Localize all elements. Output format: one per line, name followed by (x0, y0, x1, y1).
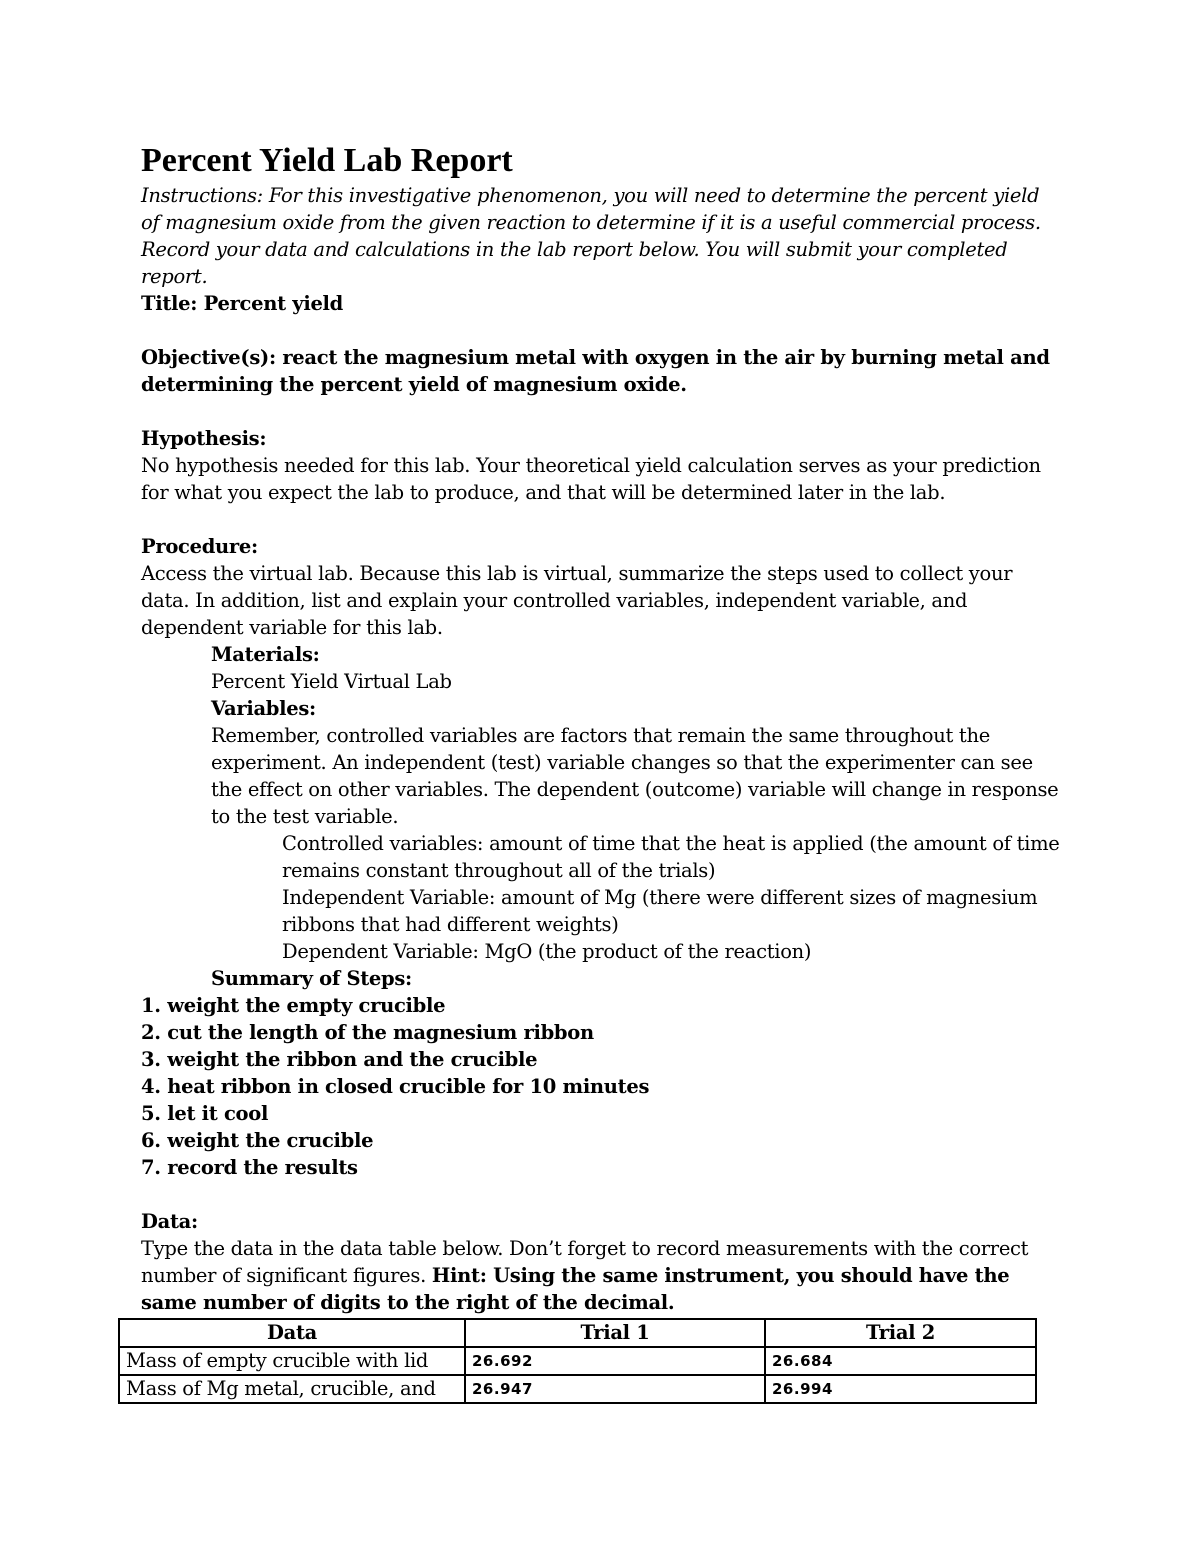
report-page (141, 140, 1061, 1316)
controlled-variables: Controlled variables: amount of time that the heat is applied (the amount of time remains constant throughout all of the trials) (282, 832, 1060, 882)
data-hint: Hint: Using the same instrument, you should have the same number of digits to the right of the decimal. (141, 1264, 1010, 1314)
table-header-row (119, 1319, 1036, 1347)
variables-text: Remember, controlled variables are factors that remain the same throughout the experiment. An independent (test) variable changes so that the experimenter can see the effect on other variables. The dependent (outcome) variable will change in response to the test variable. (211, 724, 1059, 828)
step-item: 5. let it cool (141, 1102, 269, 1125)
step-item: 7. record the results (141, 1156, 358, 1179)
row-label: Mass of empty crucible with lid (119, 1347, 465, 1375)
data-instructions (141, 1235, 1061, 1316)
summary-heading: Summary of Steps: (211, 967, 412, 990)
instructions-text: Instructions: For this investigative phenomenon, you will need to determine the percent yield of magnesium oxide from the given reaction to determine if it is a useful commercial process. Record your data and calculations in the lab report below. You will submit your completed report. (141, 184, 1041, 288)
hypothesis-heading: Hypothesis: (141, 427, 267, 450)
steps-list (141, 992, 1061, 1181)
step-item: 1. weight the empty crucible (141, 994, 446, 1017)
step-item: 6. weight the crucible (141, 1129, 374, 1152)
data-table (118, 1318, 1037, 1404)
procedure-heading: Procedure: (141, 535, 258, 558)
materials-heading: Materials: (211, 643, 320, 666)
title-line: Title: Percent yield (141, 292, 343, 315)
data-text: Type the data in the data table below. Don’t forget to record measurements with the correct number of significant figures. (141, 1237, 1029, 1287)
header-data: Data (119, 1319, 465, 1347)
independent-variable: Independent Variable: amount of Mg (there were different sizes of magnesium ribbons that had different weights) (282, 886, 1038, 936)
procedure-text: Access the virtual lab. Because this lab is virtual, summarize the steps used to collect your data. In addition, list and explain your controlled variables, independent variable, and dependent variable for this lab. (141, 562, 1013, 639)
trial-2-value[interactable]: 26.684 (765, 1347, 1036, 1375)
header-trial-2: Trial 2 (765, 1319, 1036, 1347)
trial-1-value[interactable]: 26.947 (465, 1375, 765, 1403)
step-item: 3. weight the ribbon and the crucible (141, 1048, 538, 1071)
data-heading: Data: (141, 1210, 198, 1233)
objective-text: Objective(s): react the magnesium metal with oxygen in the air by burning metal and determining the percent yield of magnesium oxide. (141, 346, 1050, 396)
row-label: Mass of Mg metal, crucible, and (119, 1375, 465, 1403)
materials-text: Percent Yield Virtual Lab (211, 670, 452, 693)
variables-heading: Variables: (211, 697, 316, 720)
table-row (119, 1375, 1036, 1403)
trial-1-value[interactable]: 26.692 (465, 1347, 765, 1375)
trial-2-value[interactable]: 26.994 (765, 1375, 1036, 1403)
step-item: 4. heat ribbon in closed crucible for 10 minutes (141, 1075, 650, 1098)
step-item: 2. cut the length of the magnesium ribbon (141, 1021, 594, 1044)
header-trial-1: Trial 1 (465, 1319, 765, 1347)
report-title: Percent Yield Lab Report (141, 142, 513, 179)
hypothesis-text: No hypothesis needed for this lab. Your theoretical yield calculation serves as your prediction for what you expect the lab to produce, and that will be determined later in the lab. (141, 454, 1041, 504)
table-row (119, 1347, 1036, 1375)
dependent-variable: Dependent Variable: MgO (the product of the reaction) (282, 940, 812, 963)
